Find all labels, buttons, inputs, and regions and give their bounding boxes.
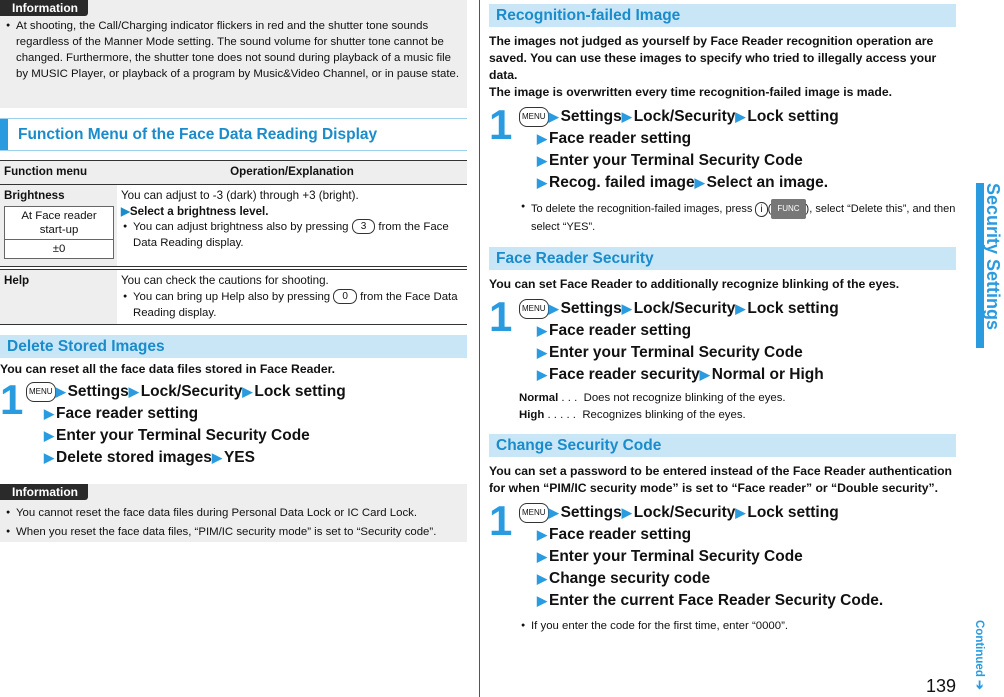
arrow-icon: ▶ (44, 450, 54, 465)
step-line-3 (537, 546, 956, 568)
arrow-icon: ▶ (548, 505, 559, 520)
bullet-text-b: from the Face Data Reading display. (133, 290, 458, 319)
arrow-icon: ▶ (537, 153, 547, 168)
brightness-default-table (4, 206, 114, 259)
arrow-icon: ▶ (44, 406, 54, 421)
recog-step-1 (489, 101, 956, 235)
information-tag: Information (0, 0, 88, 16)
face-reader-security-heading: Face Reader Security (489, 247, 956, 270)
menu-enter-current-code: Enter the current Face Reader Security Code. (549, 592, 884, 609)
menu-key-icon: MENU (519, 299, 549, 319)
row-label-brightness (0, 185, 117, 266)
menu-settings: Settings (560, 504, 622, 521)
menu-lock-setting: Lock setting (747, 108, 839, 125)
arrow-icon: ▶ (621, 301, 632, 316)
menu-key-icon: MENU (519, 107, 549, 127)
menu-delete-stored-images: Delete stored images (56, 449, 212, 466)
information-bullet: ● When you reset the face data files, “PIM/IC security mode” is set to “Security code”. (4, 524, 461, 540)
arrow-icon: ▶ (548, 109, 559, 124)
step-number: 1 (489, 293, 513, 340)
face-security-intro: You can set Face Reader to additionally recognize blinking of the eyes. (489, 277, 900, 291)
continued-arrow-icon: ➔ (973, 680, 985, 690)
arrow-icon: ▶ (548, 301, 559, 316)
step-line-3 (537, 342, 956, 364)
arrow-icon: ▶ (537, 131, 547, 146)
function-menu-table (0, 160, 467, 325)
menu-settings: Settings (560, 300, 622, 317)
arrow-icon: ▶ (211, 450, 222, 465)
i-key-icon: i (755, 202, 767, 217)
menu-enter-code: Enter your Terminal Security Code (549, 548, 803, 565)
table-row-brightness (0, 185, 467, 267)
menu-enter-code: Enter your Terminal Security Code (549, 344, 803, 361)
menu-lock-setting: Lock setting (747, 300, 839, 317)
arrow-icon: ▶ (735, 301, 746, 316)
def-dots: . . . (558, 392, 578, 404)
bullet-text-b: from the Face Data Reading display. (133, 221, 449, 249)
row-label-help: Help (0, 270, 117, 324)
menu-key-icon: MENU (519, 503, 549, 523)
information-box-2 (0, 484, 467, 542)
header-operation: Operation/Explanation (230, 165, 354, 178)
step-line-2 (537, 524, 956, 546)
arrow-icon: ▶ (55, 384, 66, 399)
step-line-4 (537, 364, 956, 386)
default-label: At Face reader start-up (21, 210, 97, 236)
step-line-1 (519, 298, 956, 320)
menu-select-image: Select an image. (706, 174, 829, 191)
table-header (0, 160, 467, 185)
recog-note: ● To delete the recognition-failed images, press i ( FUNC ), select “Delete this”, and then select “YES”. (519, 199, 956, 235)
menu-key-icon: MENU (26, 382, 56, 402)
change-code-step-1 (489, 497, 956, 634)
continued-label (973, 620, 987, 697)
change-code-note: ● If you enter the code for the first time, enter “0000”. (519, 618, 956, 634)
menu-settings: Settings (560, 108, 622, 125)
def-term: High (519, 409, 545, 421)
help-bullet (121, 289, 465, 321)
face-security-step-1 (489, 293, 956, 424)
brightness-label: Brightness (4, 189, 65, 202)
menu-change-security-code: Change security code (549, 570, 711, 587)
delete-intro: You can reset all the face data files stored in Face Reader. (0, 362, 336, 376)
bullet-text-a: You can bring up Help also by pressing (133, 290, 331, 303)
left-column (0, 0, 467, 542)
arrow-icon: ▶ (537, 175, 547, 190)
arrow-icon: ▶ (537, 323, 547, 338)
menu-face-reader-setting: Face reader setting (549, 130, 692, 147)
def-text: Does not recognize blinking of the eyes. (583, 392, 786, 404)
arrow-icon: ▶ (44, 428, 54, 443)
arrow-icon: ▶ (128, 384, 139, 399)
step-line-1 (26, 381, 467, 403)
row-desc-help (117, 270, 467, 324)
row-desc-brightness (117, 185, 467, 266)
menu-recog-failed-image: Recog. failed image (549, 174, 695, 191)
menu-settings: Settings (67, 383, 129, 400)
menu-lock-security: Lock/Security (633, 108, 736, 125)
step-line-2 (537, 320, 956, 342)
bullet-text-a: You can adjust brightness also by pressing (133, 221, 349, 233)
continued-text: Continued (973, 620, 985, 677)
menu-yes: YES (223, 449, 255, 466)
column-divider (479, 0, 480, 697)
default-value: ±0 (5, 239, 113, 258)
step-number: 1 (489, 101, 513, 148)
menu-lock-security: Lock/Security (140, 383, 243, 400)
step-line-3 (44, 425, 467, 447)
step-line-3 (537, 150, 956, 172)
menu-enter-code: Enter your Terminal Security Code (56, 427, 310, 444)
menu-lock-setting: Lock setting (254, 383, 346, 400)
menu-face-reader-setting: Face reader setting (549, 526, 692, 543)
arrow-icon: ▶ (537, 367, 547, 382)
brightness-bullet (121, 219, 465, 251)
menu-lock-security: Lock/Security (633, 504, 736, 521)
note-text-a: To delete the recognition-failed images, press (531, 202, 753, 215)
step-line-2 (44, 403, 467, 425)
step-line-2 (537, 128, 956, 150)
step-number: 1 (0, 376, 24, 423)
information-tag: Information (0, 484, 88, 500)
recognition-failed-heading: Recognition-failed Image (489, 4, 956, 27)
change-security-code-heading: Change Security Code (489, 434, 956, 457)
note-text-b: ), select “Delete this”, and then select “YES”. (531, 202, 956, 233)
menu-face-reader-security: Face reader security (549, 366, 700, 383)
step-number: 1 (489, 497, 513, 544)
menu-face-reader-setting: Face reader setting (56, 405, 199, 422)
information-bullet: ● At shooting, the Call/Charging indicator flickers in red and the shutter tone sounds regardless of the Manner Mode setting. The sound volume for shutter tone cannot be changed. Furthermore, the shutter tone does not sound during playback of a music file by MUSIC Player, or playback of a program by Music&Video Channel, or in pause state. (4, 18, 461, 82)
step-line-4 (537, 172, 956, 194)
page-number: 139 (926, 676, 957, 696)
step-line-5 (537, 590, 956, 612)
def-text: Recognizes blinking of the eyes. (582, 409, 746, 421)
information-bullet: ● You cannot reset the face data files during Personal Data Lock or IC Card Lock. (4, 505, 461, 521)
header-function-menu: Function menu (4, 165, 88, 178)
menu-enter-code: Enter your Terminal Security Code (549, 152, 803, 169)
delete-stored-images-heading: Delete Stored Images (0, 335, 467, 358)
def-high (519, 407, 956, 424)
key-0-icon: 0 (333, 289, 357, 304)
arrow-icon: ▶ (537, 527, 547, 542)
side-tab-label: Security Settings (983, 183, 1003, 331)
arrow-icon: ▶ (537, 549, 547, 564)
change-code-intro: You can set a password to be entered instead of the Face Reader authentication for when “PIM/IC security mode” is set to “Face reader” or “Double security”. (489, 464, 953, 495)
recog-intro-2: The image is overwritten every time recognition-failed image is made. (489, 85, 892, 99)
function-menu-heading: Function Menu of the Face Data Reading Display (0, 118, 467, 151)
section-side-tab (976, 183, 1004, 348)
key-3-icon: 3 (352, 219, 376, 234)
arrow-icon: ▶ (621, 505, 632, 520)
brightness-step (121, 204, 465, 220)
menu-lock-security: Lock/Security (633, 300, 736, 317)
menu-face-reader-setting: Face reader setting (549, 322, 692, 339)
table-row-help (0, 269, 467, 325)
arrow-icon: ▶ (537, 571, 547, 586)
arrow-icon: ▶ (621, 109, 632, 124)
delete-step-1 (0, 376, 467, 469)
arrow-icon: ▶ (735, 109, 746, 124)
step-line-1 (519, 106, 956, 128)
menu-lock-setting: Lock setting (747, 504, 839, 521)
arrow-icon: ▶ (699, 367, 710, 382)
security-levels (519, 390, 956, 424)
brightness-step-text: Select a brightness level. (129, 204, 269, 218)
step-arrow-icon: ▶ (121, 204, 130, 218)
recog-intro: The images not judged as yourself by Face Reader recognition operation are saved. You can use these images to specify who tried to illegally access your data. (489, 34, 937, 82)
arrow-icon: ▶ (735, 505, 746, 520)
step-line-4 (44, 447, 467, 469)
menu-normal-or-high: Normal or High (711, 366, 824, 383)
func-key-icon: FUNC (771, 199, 805, 219)
def-normal (519, 390, 956, 407)
def-term: Normal (519, 392, 559, 404)
arrow-icon: ▶ (242, 384, 253, 399)
arrow-icon: ▶ (537, 345, 547, 360)
information-box-1 (0, 0, 467, 108)
def-dots: . . . . . (544, 409, 576, 421)
help-desc: You can check the cautions for shooting. (121, 274, 329, 287)
arrow-icon: ▶ (694, 175, 705, 190)
step-line-4 (537, 568, 956, 590)
step-line-1 (519, 502, 956, 524)
arrow-icon: ▶ (537, 593, 547, 608)
brightness-desc: You can adjust to -3 (dark) through +3 (bright). (121, 189, 359, 202)
right-column (489, 0, 956, 634)
